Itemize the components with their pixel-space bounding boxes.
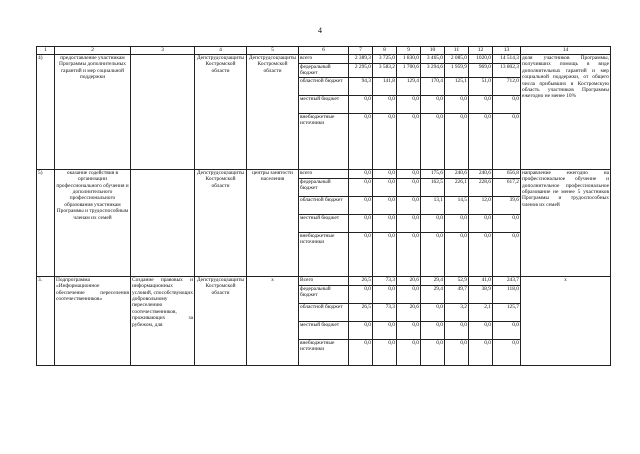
funding-value: 29,4	[421, 276, 445, 285]
column-number: 7	[349, 47, 373, 55]
responsible-executor: Депструдсоцзащиты Костромской области	[195, 169, 247, 276]
funding-value: 39,6	[493, 196, 521, 214]
funding-source: местный бюджет	[299, 214, 349, 232]
item-number: 5)	[37, 169, 55, 276]
funding-value: 73,3	[373, 276, 397, 285]
funding-value: 12,0	[469, 196, 493, 214]
funding-source: всего	[299, 169, 349, 178]
funding-value: 0,0	[349, 339, 373, 365]
item-name: предоставление участникам Программы дополнительных гарантий и мер социальной поддержки	[55, 55, 131, 170]
column-number: 11	[445, 47, 469, 55]
funding-value: 617,2	[493, 178, 521, 196]
funding-value: 712,0	[493, 77, 521, 95]
funding-value: 0,0	[469, 232, 493, 276]
funding-value: 0,0	[349, 95, 373, 113]
co-executor: центры занятости населения	[247, 169, 299, 276]
funding-source: федеральный бюджет	[299, 178, 349, 196]
co-executor: х	[247, 276, 299, 365]
funding-source: Всего	[299, 276, 349, 285]
column-number: 4	[195, 47, 247, 55]
column-number: 14	[521, 47, 611, 55]
funding-value: 41,0	[469, 276, 493, 285]
funding-value: 226,1	[445, 178, 469, 196]
column-number: 2	[55, 47, 131, 55]
item-goal	[131, 169, 195, 276]
funding-value: 0,0	[421, 321, 445, 339]
funding-value: 0,0	[397, 232, 421, 276]
funding-value: 29,4	[421, 285, 445, 303]
column-number: 5	[247, 47, 299, 55]
funding-value: 1 700,6	[397, 64, 421, 78]
column-number: 3	[131, 47, 195, 55]
funding-value: 240,6	[469, 169, 493, 178]
target-indicator: доля участников Программы, получивших помощь в виде дополнительных гарантий и мер социальной поддержки, от общего числа прибывших в Костромскую область участников Программы ежегодно не менее 10%	[521, 55, 611, 170]
table-row	[37, 276, 611, 285]
funding-value: 0,0	[493, 95, 521, 113]
funding-value: 0,0	[397, 169, 421, 178]
item-goal	[131, 55, 195, 170]
funding-value: 20,6	[397, 276, 421, 285]
item-goal: Создание правовых и информационных условий, способствующих добровольному переселению соотечественников, проживающих за рубежом, для	[131, 276, 195, 365]
funding-value: 0,0	[349, 113, 373, 169]
funding-value: 13 802,3	[493, 64, 521, 78]
funding-value: 3 465,0	[421, 55, 445, 64]
funding-value: 3 583,2	[373, 64, 397, 78]
column-number: 13	[493, 47, 521, 55]
item-number: 4)	[37, 55, 55, 170]
funding-value: 0,0	[397, 113, 421, 169]
funding-value: 175,6	[421, 169, 445, 178]
funding-value: 0,0	[421, 95, 445, 113]
funding-value: 243,7	[493, 276, 521, 285]
funding-value: 0,0	[469, 95, 493, 113]
funding-value: 20,6	[397, 303, 421, 321]
page-number: 4	[318, 26, 322, 35]
item-number: 3.	[37, 276, 55, 365]
funding-value: 2 085,0	[445, 55, 469, 64]
funding-value: 0,0	[349, 196, 373, 214]
funding-value: 52,9	[445, 276, 469, 285]
funding-value: 94,3	[349, 77, 373, 95]
funding-value: 0,0	[373, 196, 397, 214]
funding-value: 0,0	[469, 113, 493, 169]
funding-value: 0,0	[445, 95, 469, 113]
funding-value: 656,8	[493, 169, 521, 178]
funding-value: 0,0	[373, 169, 397, 178]
target-indicator: х	[521, 276, 611, 365]
funding-value: 0,0	[397, 178, 421, 196]
funding-value: 14 514,3	[493, 55, 521, 64]
funding-value: 0,0	[469, 321, 493, 339]
column-number: 8	[373, 47, 397, 55]
funding-source: областной бюджет	[299, 77, 349, 95]
funding-value: 14,5	[445, 196, 469, 214]
funding-value: 0,0	[421, 214, 445, 232]
funding-value: 3 725,0	[373, 55, 397, 64]
funding-value: 0,0	[493, 214, 521, 232]
funding-value: 0,0	[397, 95, 421, 113]
funding-value: 0,0	[445, 339, 469, 365]
funding-value: 1020,0	[469, 55, 493, 64]
target-indicator: направление ежегодно на профессиональное обучение и дополнительное профессиональное образование не менее 5 участников Программы и трудоспособных членов их семей	[521, 169, 611, 276]
funding-value: 0,0	[373, 232, 397, 276]
funding-value: 0,0	[445, 232, 469, 276]
funding-value: 0,0	[373, 321, 397, 339]
funding-source: областной бюджет	[299, 196, 349, 214]
funding-value: 38,9	[469, 285, 493, 303]
funding-source: внебюджетные источники	[299, 232, 349, 276]
column-number: 9	[397, 47, 421, 55]
column-number: 1	[37, 47, 55, 55]
funding-value: 141,8	[373, 77, 397, 95]
funding-value: 0,0	[421, 339, 445, 365]
funding-value: 0,0	[349, 214, 373, 232]
funding-source: местный бюджет	[299, 321, 349, 339]
funding-value: 51,0	[469, 77, 493, 95]
funding-value: 26,5	[349, 276, 373, 285]
funding-value: 162,5	[421, 178, 445, 196]
funding-value: 26,5	[349, 303, 373, 321]
funding-source: федеральный бюджет	[299, 285, 349, 303]
funding-value: 49,7	[445, 285, 469, 303]
funding-value: 0,0	[373, 95, 397, 113]
funding-value: 0,0	[349, 169, 373, 178]
column-number-row	[37, 47, 611, 55]
responsible-executor: Депструдсоцзащиты Костромской области	[195, 276, 247, 365]
funding-value: 228,6	[469, 178, 493, 196]
funding-value: 0,0	[421, 303, 445, 321]
funding-value: 73,3	[373, 303, 397, 321]
funding-value: 0,0	[469, 339, 493, 365]
funding-value: 0,0	[373, 113, 397, 169]
column-number: 6	[299, 47, 349, 55]
funding-value: 3,2	[445, 303, 469, 321]
funding-value: 0,0	[493, 232, 521, 276]
funding-value: 0,0	[421, 113, 445, 169]
funding-value: 0,0	[349, 232, 373, 276]
funding-value: 170,4	[421, 77, 445, 95]
funding-value: 0,0	[397, 214, 421, 232]
funding-value: 0,0	[373, 214, 397, 232]
funding-source: местный бюджет	[299, 95, 349, 113]
responsible-executor: Депструдсоцзащиты Костромской области	[195, 55, 247, 170]
funding-value: 0,0	[397, 196, 421, 214]
program-table	[36, 46, 611, 366]
funding-value: 0,0	[373, 178, 397, 196]
funding-value: 0,0	[349, 178, 373, 196]
funding-value: 0,0	[493, 339, 521, 365]
funding-value: 0,0	[397, 339, 421, 365]
funding-source: федеральный бюджет	[299, 64, 349, 78]
funding-value: 0,0	[349, 321, 373, 339]
funding-value: 1 830,0	[397, 55, 421, 64]
funding-value: 2 295,0	[349, 64, 373, 78]
funding-source: всего	[299, 55, 349, 64]
funding-source: внебюджетные источники	[299, 339, 349, 365]
funding-value: 125,7	[493, 303, 521, 321]
funding-value: 0,0	[445, 113, 469, 169]
funding-value: 0,0	[373, 285, 397, 303]
funding-value: 0,0	[469, 214, 493, 232]
funding-value: 0,0	[445, 214, 469, 232]
funding-value: 0,0	[397, 285, 421, 303]
column-number: 10	[421, 47, 445, 55]
funding-value: 13,1	[421, 196, 445, 214]
funding-value: 118,0	[493, 285, 521, 303]
funding-value: 0,0	[445, 321, 469, 339]
funding-value: 240,6	[445, 169, 469, 178]
funding-value: 0,0	[421, 232, 445, 276]
funding-value: 0,0	[493, 113, 521, 169]
funding-source: внебюджетные источники	[299, 113, 349, 169]
funding-value: 2 389,3	[349, 55, 373, 64]
funding-value: 125,1	[445, 77, 469, 95]
funding-value: 2,1	[469, 303, 493, 321]
funding-value: 129,4	[397, 77, 421, 95]
funding-source: областной бюджет	[299, 303, 349, 321]
funding-value: 0,0	[493, 321, 521, 339]
item-name: оказание содействия в организации профессионального обучения и дополнительного профессионального образования участникам Программы и трудоспособным членам их семей	[55, 169, 131, 276]
table-row	[37, 169, 611, 178]
funding-value: 1 959,9	[445, 64, 469, 78]
funding-value: 969,0	[469, 64, 493, 78]
table-row	[37, 55, 611, 64]
column-number: 12	[469, 47, 493, 55]
co-executor: Депструдсоцзащиты Костромской области	[247, 55, 299, 170]
funding-value: 0,0	[373, 339, 397, 365]
item-name: Подпрограмма «Информационное обеспечение переселения соотечественников»	[55, 276, 131, 365]
funding-value: 0,0	[349, 285, 373, 303]
funding-value: 3 294,6	[421, 64, 445, 78]
funding-value: 0,0	[397, 321, 421, 339]
